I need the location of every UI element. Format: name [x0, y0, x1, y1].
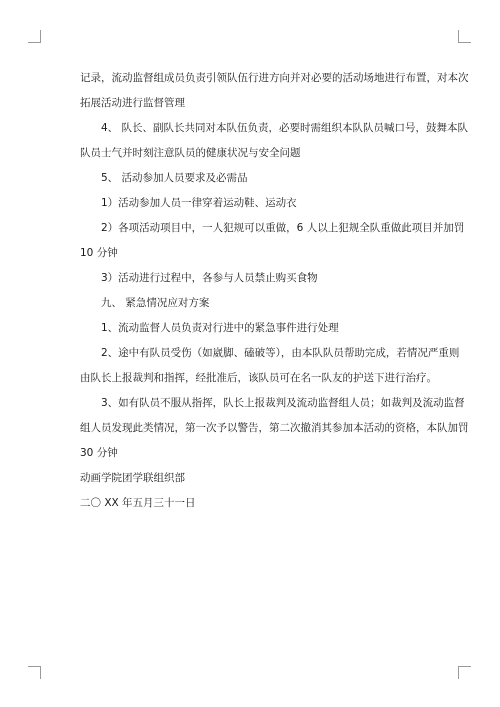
paragraph-line: 记录，流动监督组成员负责引领队伍行进方向并对必要的活动场地进行布置，对本次: [80, 72, 469, 84]
paragraph-line: 10 分钟: [80, 247, 118, 259]
crop-mark-bottom-right: [458, 666, 471, 679]
paragraph-line: 队员士气并时刻注意队员的健康状况与安全问题: [80, 147, 301, 159]
list-item: 1）活动参加人员一律穿着运动鞋、运动衣: [101, 197, 297, 209]
list-item: 2）各项活动项目中，一人犯规可以重做，6 人以上犯规全队重做此项目并加罚: [101, 222, 465, 234]
list-item: 2、途中有队员受伤（如崴脚、磕破等），由本队队员帮助完成，若情况严重则: [101, 347, 460, 359]
list-item: 1、流动监督人员负责对行进中的紧急事件进行处理: [101, 322, 339, 334]
signature-organization: 动画学院团学联组织部: [80, 472, 185, 484]
section-heading: 5、 活动参加人员要求及必需品: [101, 172, 248, 184]
section-heading: 九、 紧急情况应对方案: [101, 297, 210, 309]
crop-mark-bottom-left: [28, 666, 41, 679]
signature-date: 二〇 XX 年五月三十一日: [80, 497, 196, 509]
crop-mark-top-left: [28, 30, 41, 43]
list-item: 3）活动进行过程中，各参与人员禁止购买食物: [101, 272, 318, 284]
paragraph-line: 组人员发现此类情况，第一次予以警告，第二次撤消其参加本活动的资格，本队加罚: [80, 422, 469, 434]
document-body: [80, 66, 469, 516]
paragraph-line: 30 分钟: [80, 447, 118, 459]
paragraph-line: 由队长上报裁判和指挥，经批准后，该队员可在名一队友的护送下进行治疗。: [80, 372, 437, 384]
crop-mark-top-right: [458, 30, 471, 43]
paragraph-line: 拓展活动进行监督管理: [80, 97, 185, 109]
paragraph-line: 4、 队长、副队长共同对本队伍负责，必要时需组织本队队员喊口号，鼓舞本队: [101, 122, 469, 134]
list-item: 3、如有队员不服从指挥，队长上报裁判及流动监督组人员；如裁判及流动监督: [101, 397, 465, 409]
